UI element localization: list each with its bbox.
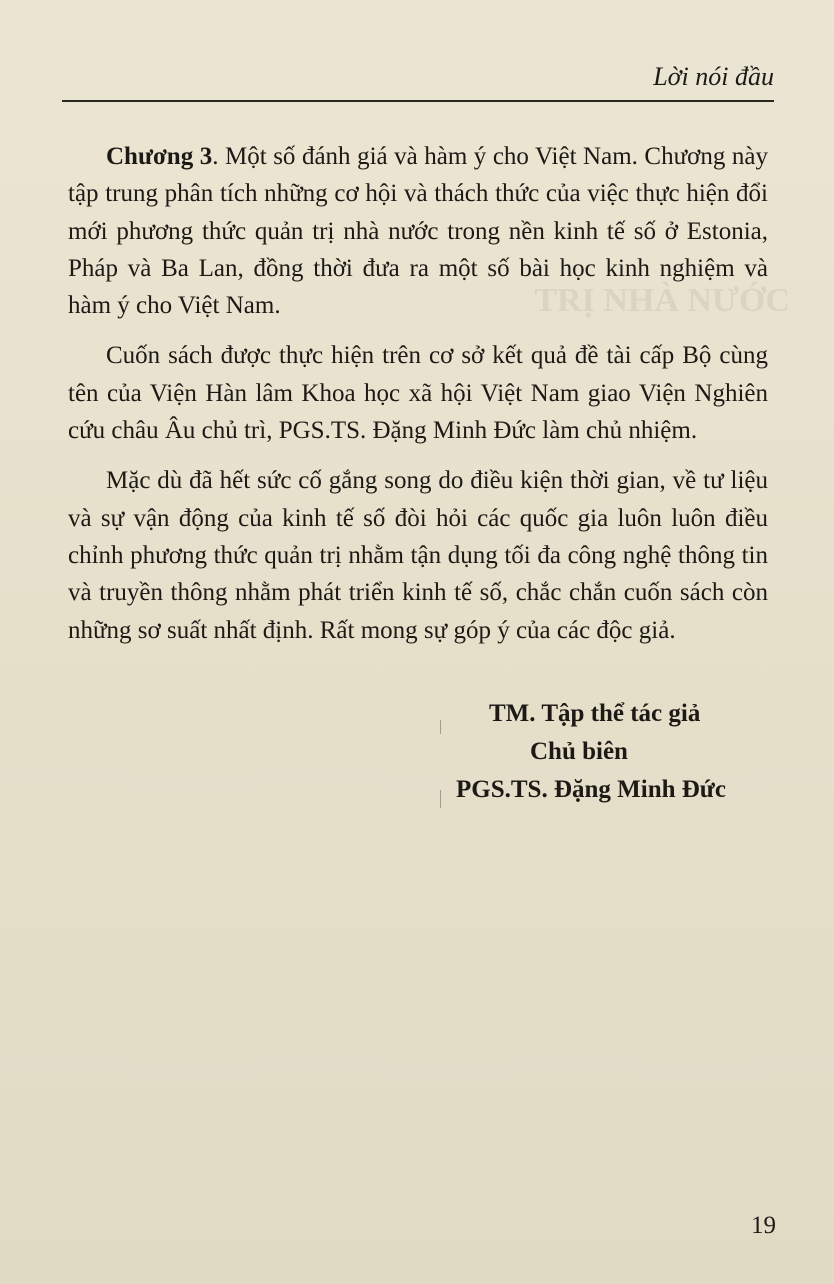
paper-crease-mark [440, 790, 441, 808]
signature-group: TM. Tập thể tác giả [489, 700, 701, 727]
bleed-through-heading: TRỊ NHÀ NƯỚC [534, 282, 790, 319]
bleed-through-text [70, 700, 790, 960]
chapter-label: Chương 3 [106, 143, 213, 170]
signature-role: Chủ biên [530, 738, 628, 765]
running-header: Lời nói đầu [653, 62, 774, 91]
paragraph-project: Cuốn sách được thực hiện trên cơ sở kết quả đề tài cấp Bộ cùng tên của Viện Hàn lâm Khoa học xã hội Việt Nam giao Viện Nghiên cứu châu Âu chủ trì, PGS.TS. Đặng Minh Đức làm chủ nhiệm. [68, 342, 768, 445]
paper-crease-mark [440, 720, 441, 734]
header-rule [62, 100, 774, 102]
paragraph-acknowledgement: Mặc dù đã hết sức cố gắng song do điều kiện thời gian, về tư liệu và sự vận động của kinh tế số đòi hỏi các quốc gia luôn luôn điều chỉnh phương thức quản trị nhằm tận dụng tối đa công nghệ thông tin và truyền thông nhằm phát triển kinh tế số, chắc chắn cuốn sách còn những sơ suất nhất định. Rất mong sự góp ý của các độc giả. [68, 467, 768, 644]
signature-name: PGS.TS. Đặng Minh Đức [456, 776, 726, 803]
body-text [68, 138, 768, 662]
paragraph-chapter-3 [68, 138, 768, 324]
page-number: 19 [751, 1212, 776, 1239]
paragraph-text: . Một số đánh giá và hàm ý cho Việt Nam. Chương này tập trung phân tích những cơ hội và thách thức của việc thực hiện đổi mới phương thức quản trị nhà nước trong nền kinh tế số ở Estonia, Pháp và Ba Lan, đồng thời đưa ra một số bài học kinh nghiệm và hàm ý cho Việt Nam. [68, 143, 768, 320]
